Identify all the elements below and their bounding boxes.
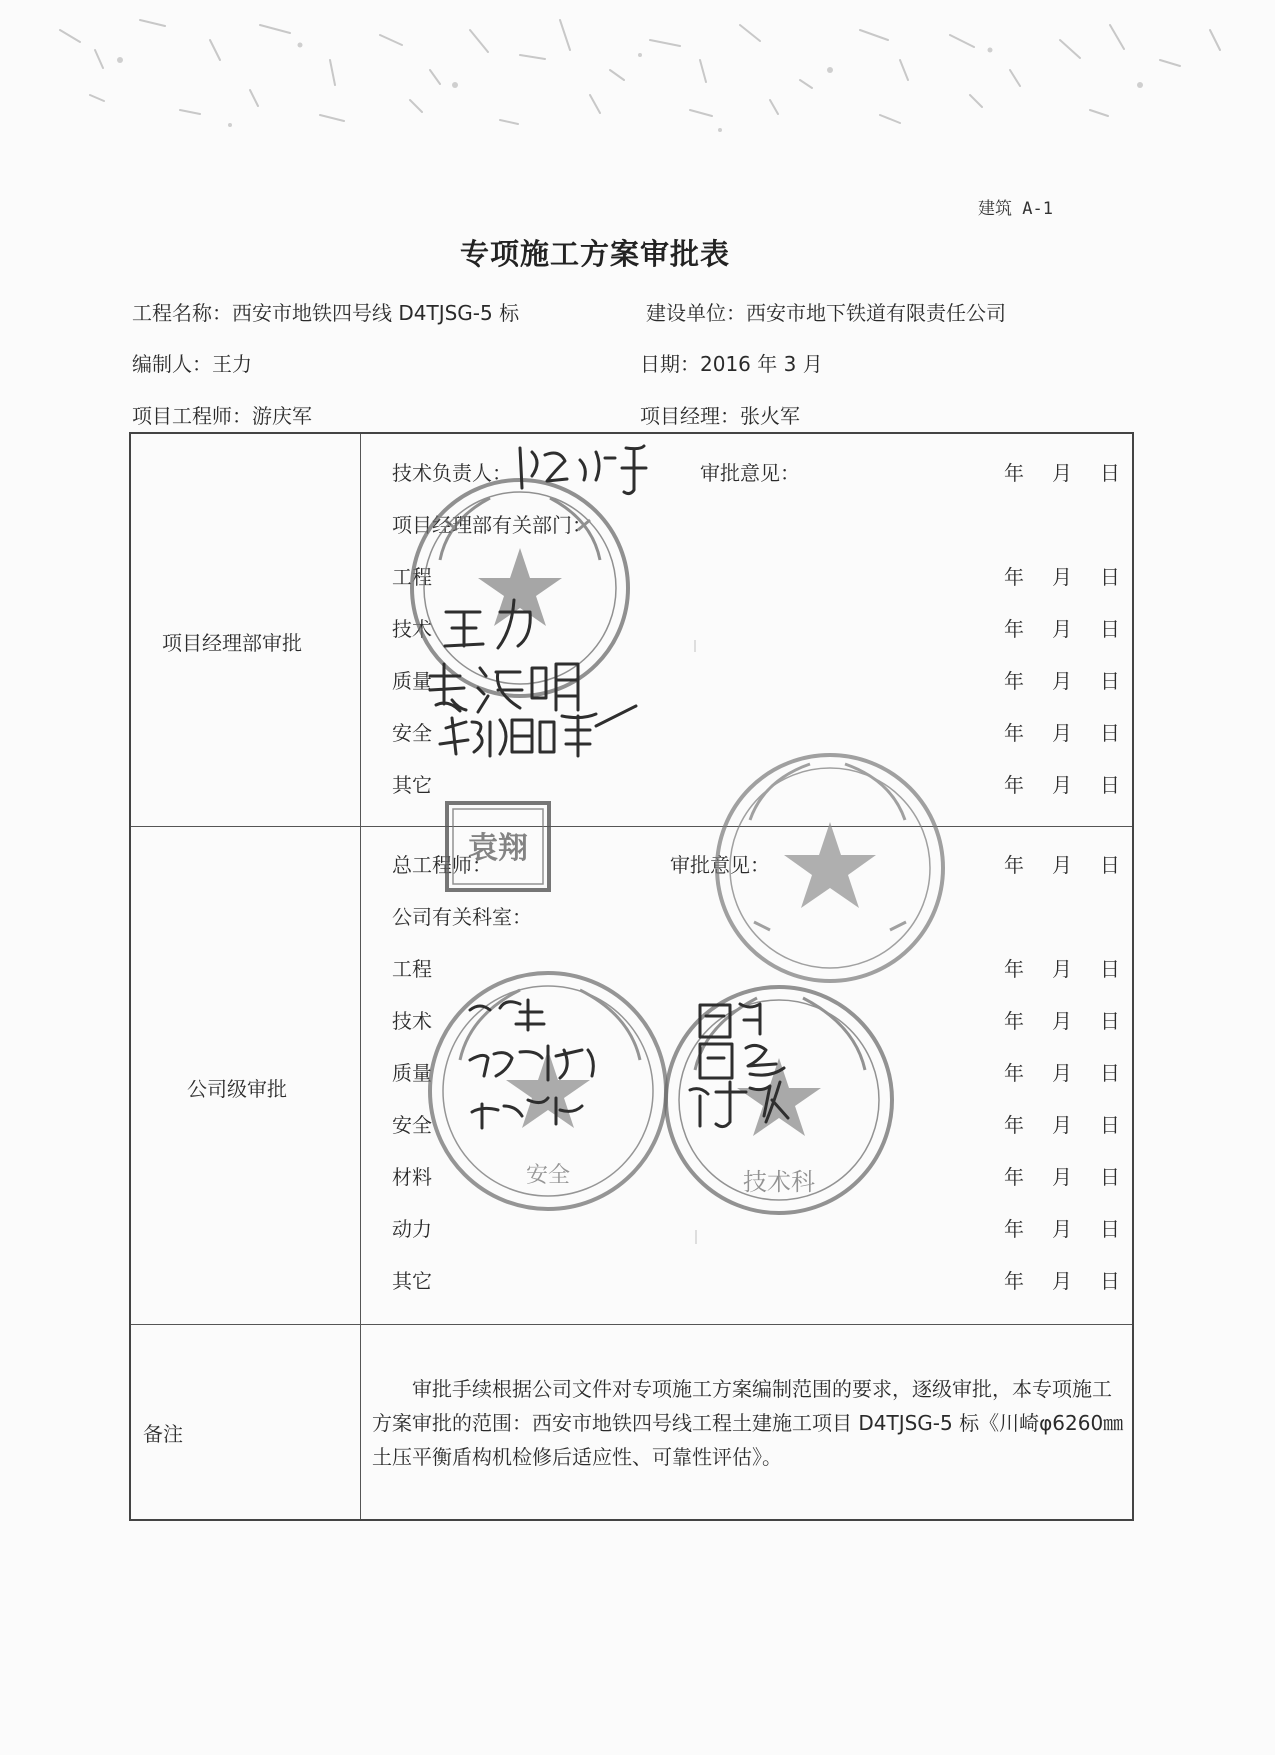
day-unit: 日 bbox=[1100, 773, 1120, 797]
month-unit: 月 bbox=[1052, 617, 1072, 641]
date-fields bbox=[1004, 1265, 1120, 1294]
project-engineer bbox=[132, 400, 312, 429]
date-fields bbox=[1004, 1161, 1120, 1190]
project-manager-value: 张火军 bbox=[740, 404, 800, 428]
month-unit: 月 bbox=[1052, 1269, 1072, 1293]
construction-unit-label: 建设单位： bbox=[646, 301, 746, 325]
project-name bbox=[132, 297, 519, 326]
year-unit: 年 bbox=[1004, 957, 1024, 981]
company-dept-heading: 公司有关科室： bbox=[392, 905, 532, 929]
year-unit: 年 bbox=[1004, 669, 1024, 693]
section1-row-label: 技术 bbox=[392, 617, 432, 641]
date-fields bbox=[1004, 457, 1120, 486]
divider-section1 bbox=[131, 826, 1132, 827]
month-unit: 月 bbox=[1052, 1061, 1072, 1085]
month-unit: 月 bbox=[1052, 1009, 1072, 1033]
date-fields bbox=[1004, 769, 1120, 798]
section2-row-label: 质量 bbox=[392, 1061, 432, 1085]
year-unit: 年 bbox=[1004, 773, 1024, 797]
chief-engineer-label: 总工程师： bbox=[392, 853, 492, 877]
month-unit: 月 bbox=[1052, 1165, 1072, 1189]
day-unit: 日 bbox=[1100, 957, 1120, 981]
year-unit: 年 bbox=[1004, 1009, 1024, 1033]
date-fields bbox=[1004, 1109, 1120, 1138]
project-engineer-value: 游庆军 bbox=[252, 404, 312, 428]
year-unit: 年 bbox=[1004, 1113, 1024, 1137]
section-company-approval-label: 公司级审批 bbox=[187, 1077, 287, 1101]
header-date-label: 日期： bbox=[640, 352, 700, 376]
remarks-text: 审批手续根据公司文件对专项施工方案编制范围的要求，逐级审批，本专项施工方案审批的范围：西安市地铁四号线工程土建施工项目 D4TJSG-5 标《川崎φ6260㎜土压平衡盾构机检修后适应性、可靠性评估》。 bbox=[372, 1377, 1124, 1469]
remarks-label: 备注 bbox=[143, 1422, 183, 1446]
date-fields bbox=[1004, 561, 1120, 590]
section2-opinion-label: 审批意见： bbox=[670, 853, 770, 877]
year-unit: 年 bbox=[1004, 721, 1024, 745]
year-unit: 年 bbox=[1004, 1217, 1024, 1241]
month-unit: 月 bbox=[1052, 853, 1072, 877]
square-seal-text: 袁翔 bbox=[468, 831, 528, 866]
day-unit: 日 bbox=[1100, 1165, 1120, 1189]
year-unit: 年 bbox=[1004, 1061, 1024, 1085]
section2-row-label: 其它 bbox=[392, 1269, 432, 1293]
construction-unit-value: 西安市地下铁道有限责任公司 bbox=[746, 301, 1006, 325]
year-unit: 年 bbox=[1004, 617, 1024, 641]
section1-row-label: 安全 bbox=[392, 721, 432, 745]
day-unit: 日 bbox=[1100, 1217, 1120, 1241]
page-title: 专项施工方案审批表 bbox=[459, 237, 730, 271]
divider-section2 bbox=[131, 1324, 1132, 1325]
section1-row-label: 质量 bbox=[392, 669, 432, 693]
month-unit: 月 bbox=[1052, 773, 1072, 797]
year-unit: 年 bbox=[1004, 565, 1024, 589]
tech-lead-label: 技术负责人： bbox=[392, 461, 512, 485]
date-fields bbox=[1004, 717, 1120, 746]
month-unit: 月 bbox=[1052, 1113, 1072, 1137]
tech-seal-text: 技术科 bbox=[743, 1168, 815, 1196]
date-fields bbox=[1004, 849, 1120, 878]
column-divider bbox=[360, 434, 361, 1519]
project-name-value: 西安市地铁四号线 D4TJSG-5 标 bbox=[232, 301, 520, 325]
section-project-approval-label: 项目经理部审批 bbox=[162, 631, 302, 655]
year-unit: 年 bbox=[1004, 461, 1024, 485]
date-fields bbox=[1004, 1057, 1120, 1086]
day-unit: 日 bbox=[1100, 617, 1120, 641]
section2-row-label: 技术 bbox=[392, 1009, 432, 1033]
day-unit: 日 bbox=[1100, 1269, 1120, 1293]
section2-row-label: 动力 bbox=[392, 1217, 432, 1241]
month-unit: 月 bbox=[1052, 721, 1072, 745]
month-unit: 月 bbox=[1052, 1217, 1072, 1241]
date-fields bbox=[1004, 665, 1120, 694]
date-fields bbox=[1004, 1213, 1120, 1242]
form-code: 建筑 A-1 bbox=[978, 199, 1053, 219]
day-unit: 日 bbox=[1100, 1113, 1120, 1137]
compiler-label: 编制人： bbox=[132, 352, 212, 376]
section1-opinion-label: 审批意见： bbox=[700, 461, 800, 485]
month-unit: 月 bbox=[1052, 461, 1072, 485]
approval-table bbox=[129, 432, 1134, 1521]
safety-seal-text: 安全 bbox=[525, 1163, 571, 1188]
year-unit: 年 bbox=[1004, 1269, 1024, 1293]
project-dept-heading: 项目经理部有关部门： bbox=[392, 513, 592, 537]
compiler bbox=[132, 348, 252, 377]
section1-row-label: 其它 bbox=[392, 773, 432, 797]
project-manager-label: 项目经理： bbox=[640, 404, 740, 428]
day-unit: 日 bbox=[1100, 565, 1120, 589]
day-unit: 日 bbox=[1100, 669, 1120, 693]
day-unit: 日 bbox=[1100, 1061, 1120, 1085]
day-unit: 日 bbox=[1100, 461, 1120, 485]
day-unit: 日 bbox=[1100, 721, 1120, 745]
day-unit: 日 bbox=[1100, 853, 1120, 877]
month-unit: 月 bbox=[1052, 957, 1072, 981]
project-name-label: 工程名称： bbox=[132, 301, 232, 325]
month-unit: 月 bbox=[1052, 669, 1072, 693]
header-date bbox=[640, 348, 823, 377]
year-unit: 年 bbox=[1004, 853, 1024, 877]
date-fields bbox=[1004, 953, 1120, 982]
compiler-value: 王力 bbox=[212, 352, 252, 376]
section2-row-label: 工程 bbox=[392, 957, 432, 981]
header-date-value: 2016 年 3 月 bbox=[700, 352, 823, 376]
project-manager bbox=[640, 400, 800, 429]
date-fields bbox=[1004, 613, 1120, 642]
construction-unit bbox=[646, 297, 1006, 326]
scan-noise bbox=[0, 0, 1275, 150]
project-engineer-label: 项目工程师： bbox=[132, 404, 252, 428]
month-unit: 月 bbox=[1052, 565, 1072, 589]
section2-row-label: 安全 bbox=[392, 1113, 432, 1137]
date-fields bbox=[1004, 1005, 1120, 1034]
section2-row-label: 材料 bbox=[392, 1165, 432, 1189]
year-unit: 年 bbox=[1004, 1165, 1024, 1189]
day-unit: 日 bbox=[1100, 1009, 1120, 1033]
section1-row-label: 工程 bbox=[392, 565, 432, 589]
